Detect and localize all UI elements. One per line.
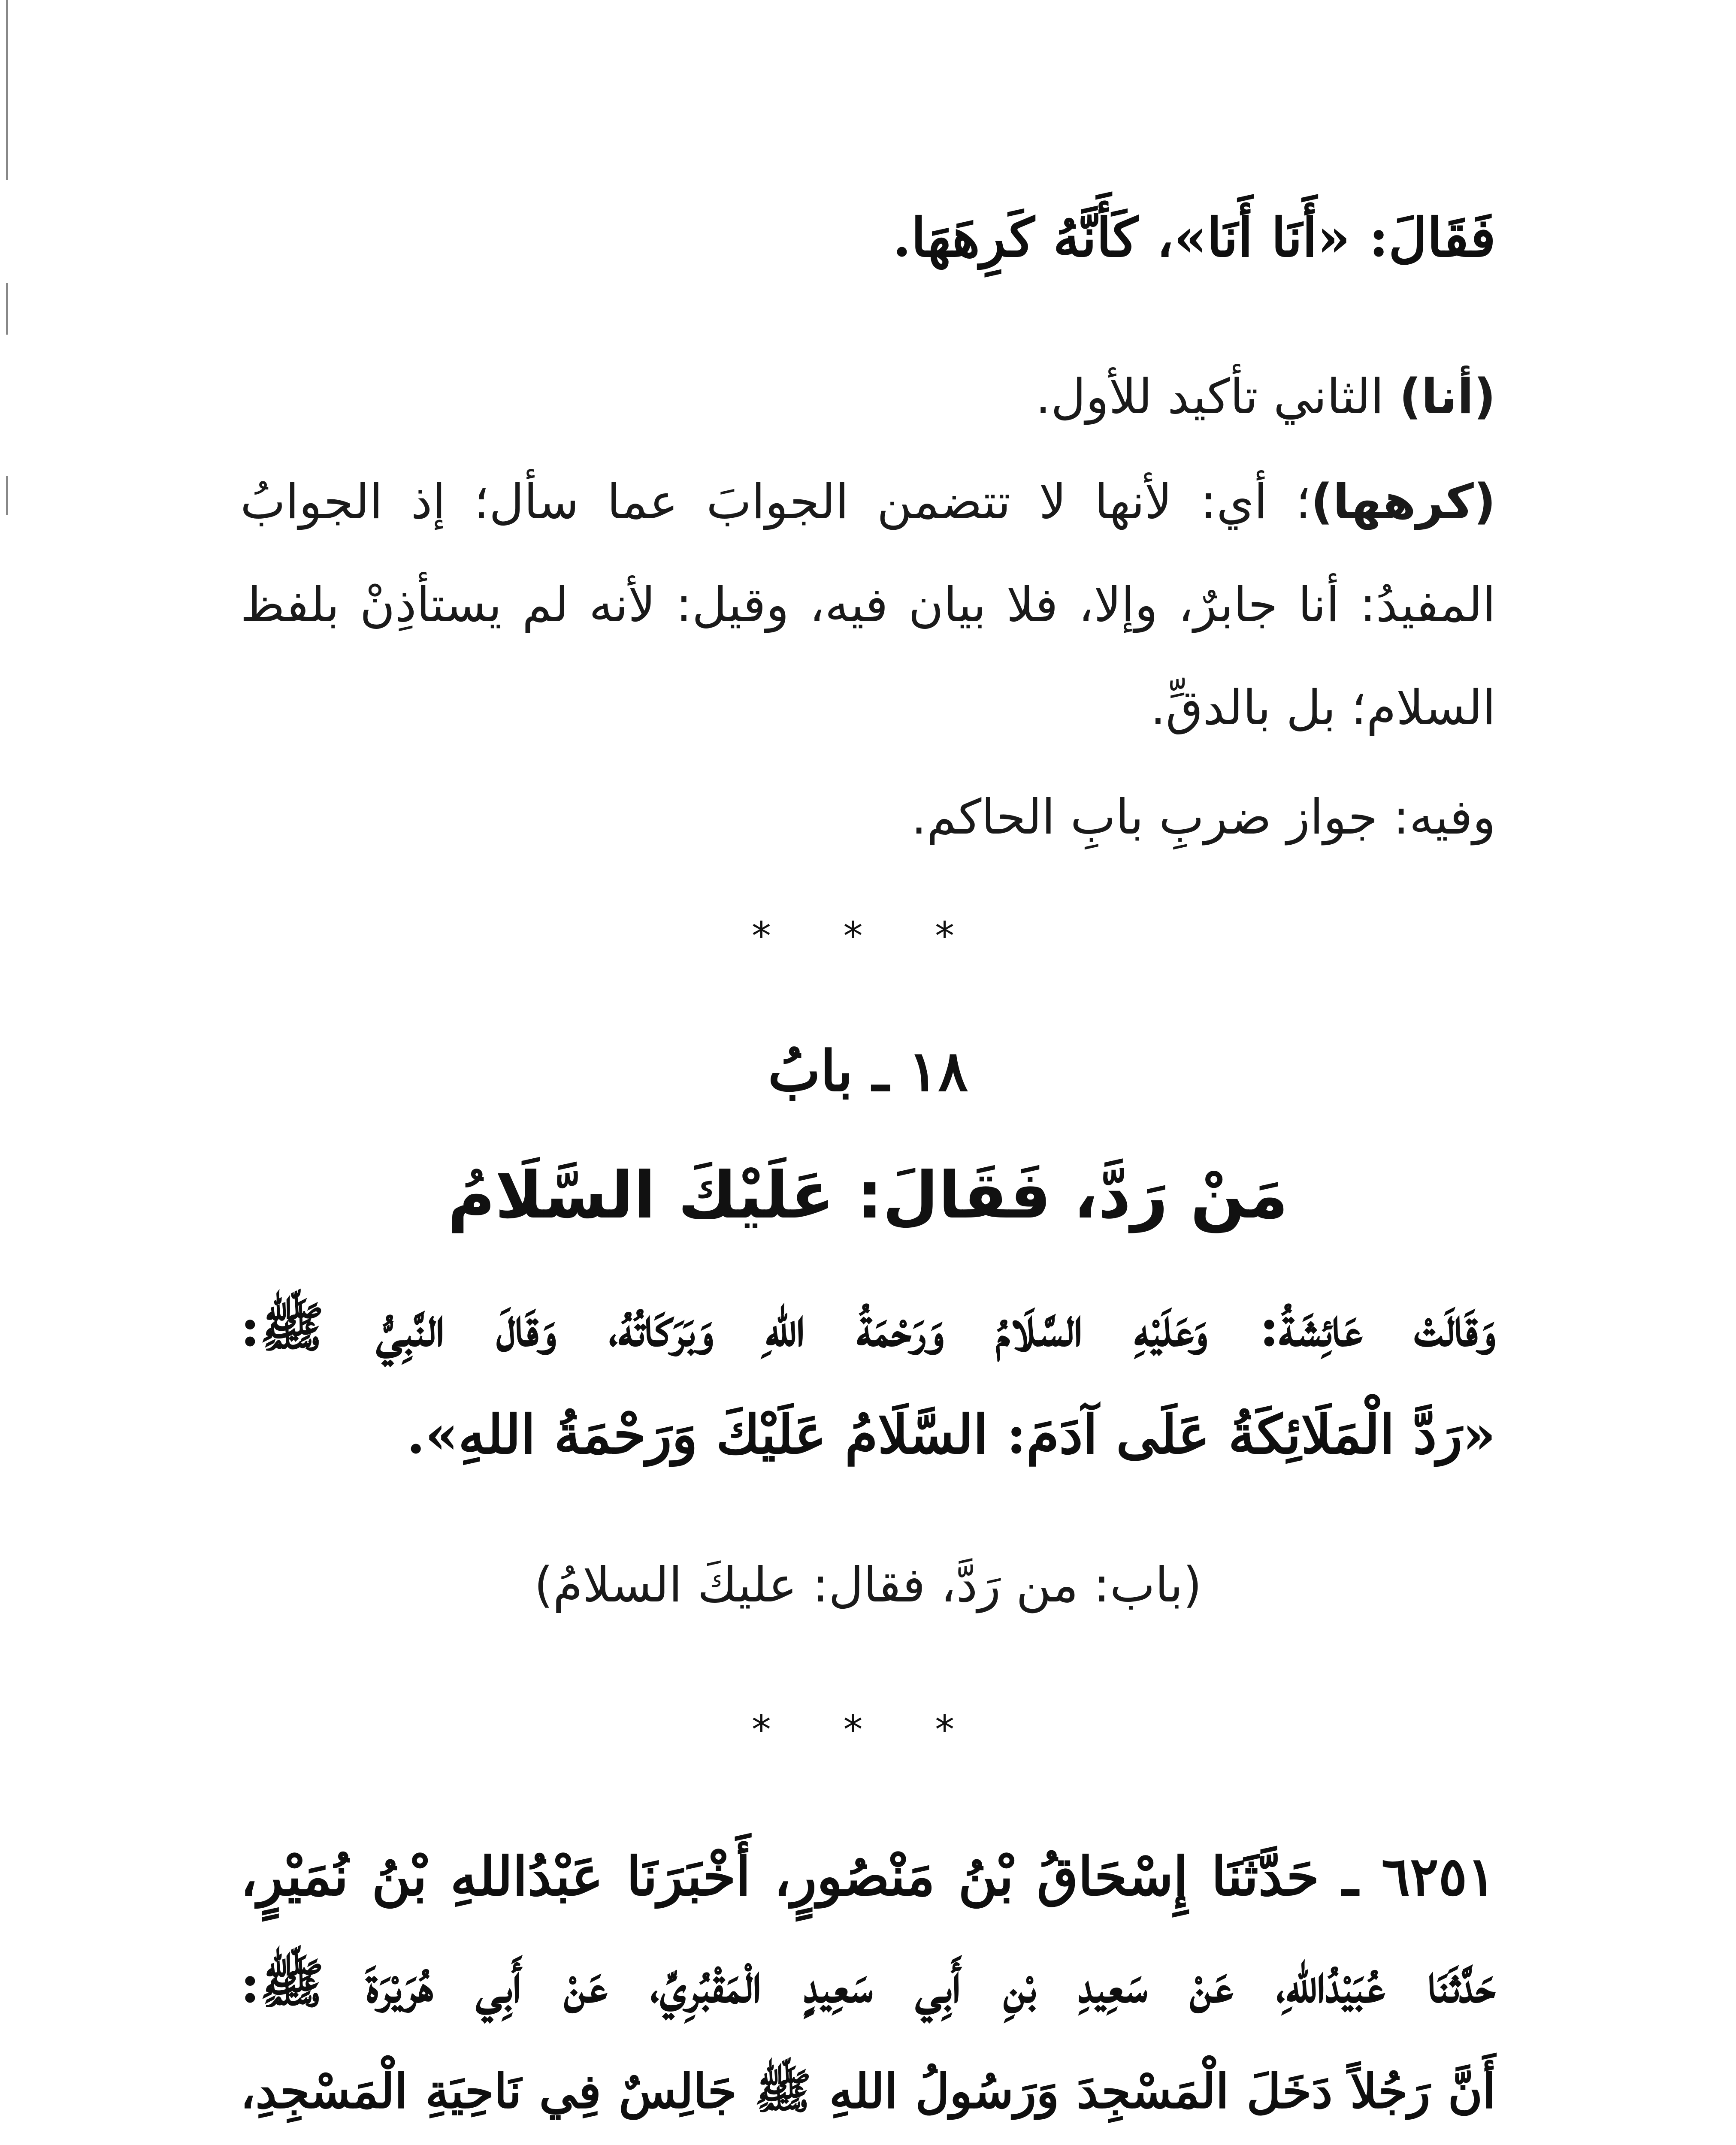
text-line: «رَدَّ الْمَلَائِكَةُ عَلَى آدَمَ: السَّلَامُ عَلَيْكَ وَرَحْمَةُ اللهِ». bbox=[406, 1404, 1496, 1466]
text-line: السلام؛ بل بالدقِّ. bbox=[1150, 680, 1496, 736]
section-separator: * * * bbox=[751, 1707, 985, 1752]
chapter-title: مَنْ رَدَّ، فَقَالَ: عَلَيْكَ السَّلَامُ bbox=[448, 1158, 1288, 1233]
chapter-number: ١٨ ـ بابُ bbox=[768, 1038, 968, 1104]
commentary-text: ؛ أي: لأنها لا تتضمن الجوابَ عما سأل؛ إذ الجوابُ bbox=[240, 474, 1311, 530]
text-line: وفيه: جواز ضربِ بابِ الحاكم. bbox=[911, 789, 1496, 845]
bab-note: (باب: من رَدَّ، فقال: عليكَ السلامُ) bbox=[534, 1557, 1202, 1613]
text-line: المفيدُ: أنا جابرٌ، وإلا، فلا بيان فيه، وقيل: لأنه لم يستأذِنْ بلفظ bbox=[240, 577, 1496, 633]
text-line: وَقَالَتْ عَائِشَةُ: وَعَلَيْهِ السَّلَامُ وَرَحْمَةُ اللهِ وَبَرَكَاتُهُ، وَقَالَ النَّبِيُّ ﷺ: bbox=[240, 1296, 1496, 1359]
commentary-term: (أنا) bbox=[1399, 369, 1496, 425]
hadith-line: حَدَّثَنَا عُبَيْدُاللهِ، عَنْ سَعِيدِ بْنِ أَبِي سَعِيدٍ الْمَقْبُرِيِّ، عَنْ أَبِي هُرَيْرَةَ ﷺ: bbox=[240, 1953, 1496, 2015]
scan-edge-mark bbox=[6, 476, 8, 515]
hadith-line: أَنَّ رَجُلاً دَخَلَ الْمَسْجِدَ وَرَسُولُ اللهِ ﷺ جَالِسٌ فِي نَاحِيَةِ الْمَسْجِدِ، bbox=[240, 2063, 1496, 2119]
text-line: فَقَالَ: «أَنَا أَنَا»، كَأَنَّهُ كَرِهَهَا. bbox=[892, 207, 1496, 269]
commentary-term: (كرهها) bbox=[1311, 474, 1496, 530]
text-line bbox=[240, 365, 1496, 429]
hadith-line: ٦٢٥١ ـ حَدَّثَنَا إِسْحَاقُ بْنُ مَنْصُورٍ، أَخْبَرَنَا عَبْدُاللهِ بْنُ نُمَيْرٍ، bbox=[240, 1846, 1496, 1908]
scan-edge-mark bbox=[6, 0, 8, 180]
section-separator: * * * bbox=[751, 914, 985, 959]
commentary-text: الثاني تأكيد للأول. bbox=[1035, 369, 1400, 425]
text-line bbox=[240, 470, 1496, 534]
scan-edge-mark bbox=[6, 283, 8, 335]
